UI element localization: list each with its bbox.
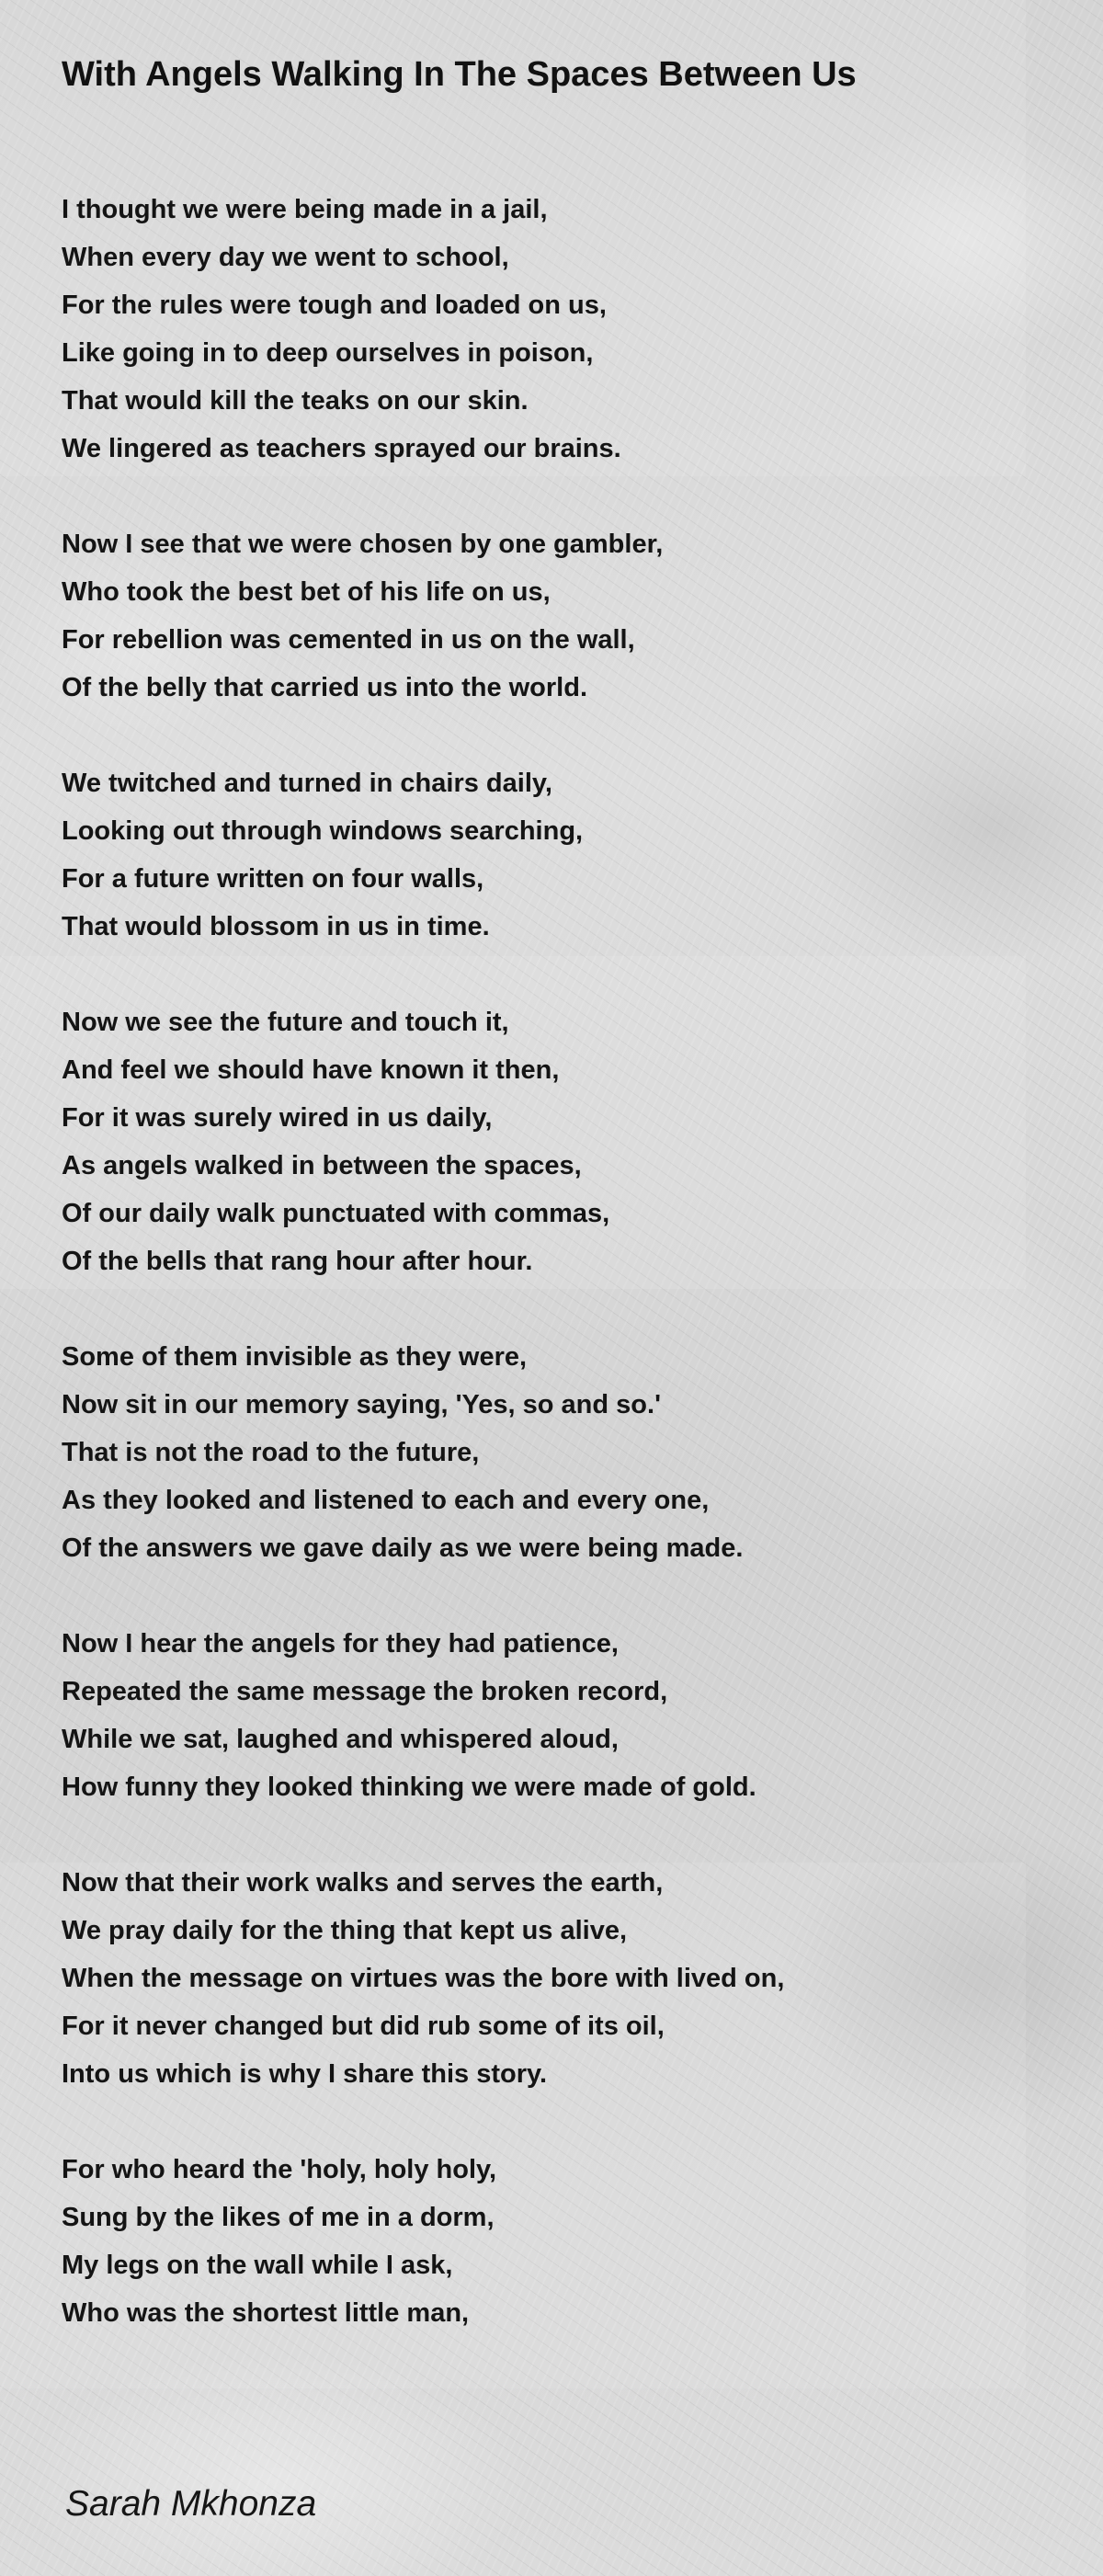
poem-line: For it never changed but did rub some of its oil, [62, 2012, 665, 2041]
poem-line: Like going in to deep ourselves in poison, [62, 338, 594, 368]
poem-line: For a future written on four walls, [62, 864, 484, 894]
poem-line: Repeated the same message the broken record, [62, 1677, 668, 1706]
poem-line: While we sat, laughed and whispered aloud, [62, 1725, 619, 1754]
poem-line: I thought we were being made in a jail, [62, 195, 548, 224]
poem-line: We lingered as teachers sprayed our brains. [62, 434, 621, 463]
poem-stanza [62, 1859, 1018, 2098]
poem-stanza [62, 998, 1018, 1285]
poem-line: Who took the best bet of his life on us, [62, 577, 551, 607]
poem-line: That would kill the teaks on our skin. [62, 386, 529, 416]
poem-author: Sarah Mkhonza [65, 2484, 317, 2524]
poem-line: As angels walked in between the spaces, [62, 1151, 582, 1180]
poem-line: For the rules were tough and loaded on us, [62, 291, 607, 320]
poem-line: Now that their work walks and serves the earth, [62, 1868, 664, 1898]
poem-line: Of the belly that carried us into the world. [62, 673, 588, 702]
poem-line: Now we see the future and touch it, [62, 1008, 509, 1037]
poem-line: That would blossom in us in time. [62, 912, 490, 941]
poem-stanza [62, 186, 1018, 473]
poem-line: How funny they looked thinking we were made of gold. [62, 1772, 756, 1802]
poem-stanza [62, 1620, 1018, 1811]
poem-line: Of our daily walk punctuated with commas, [62, 1199, 610, 1228]
poem-line: We twitched and turned in chairs daily, [62, 769, 552, 798]
poem-line: That is not the road to the future, [62, 1438, 480, 1467]
poem-line: Of the answers we gave daily as we were being made. [62, 1533, 744, 1563]
poem-line: Looking out through windows searching, [62, 816, 584, 846]
poem-line: Now sit in our memory saying, 'Yes, so and so.' [62, 1390, 661, 1419]
poem-line: As they looked and listened to each and every one, [62, 1486, 710, 1515]
poem-line: When every day we went to school, [62, 243, 509, 272]
poem-line: Who was the shortest little man, [62, 2298, 470, 2328]
poem-stanza [62, 759, 1018, 951]
poem-title: With Angels Walking In The Spaces Between Us [62, 55, 857, 94]
poem-line: Some of them invisible as they were, [62, 1342, 528, 1372]
poem-line: Now I see that we were chosen by one gambler, [62, 530, 664, 559]
poem-line: For rebellion was cemented in us on the wall, [62, 625, 635, 655]
poem-body [62, 186, 1018, 2385]
poem-line: Of the bells that rang hour after hour. [62, 1247, 533, 1276]
poem-stanza [62, 520, 1018, 712]
poem-line: Into us which is why I share this story. [62, 2059, 548, 2089]
poem-line: For who heard the 'holy, holy holy, [62, 2155, 497, 2184]
poem-line: When the message on virtues was the bore with lived on, [62, 1964, 785, 1993]
poem-line: And feel we should have known it then, [62, 1055, 560, 1085]
poem-line: Now I hear the angels for they had patience, [62, 1629, 619, 1658]
poem-stanza [62, 1333, 1018, 1572]
poem-line: Sung by the likes of me in a dorm, [62, 2203, 495, 2232]
poem-line: My legs on the wall while I ask, [62, 2251, 453, 2280]
poem-line: We pray daily for the thing that kept us alive, [62, 1916, 628, 1945]
poem-stanza [62, 2146, 1018, 2337]
poem-line: For it was surely wired in us daily, [62, 1103, 493, 1133]
